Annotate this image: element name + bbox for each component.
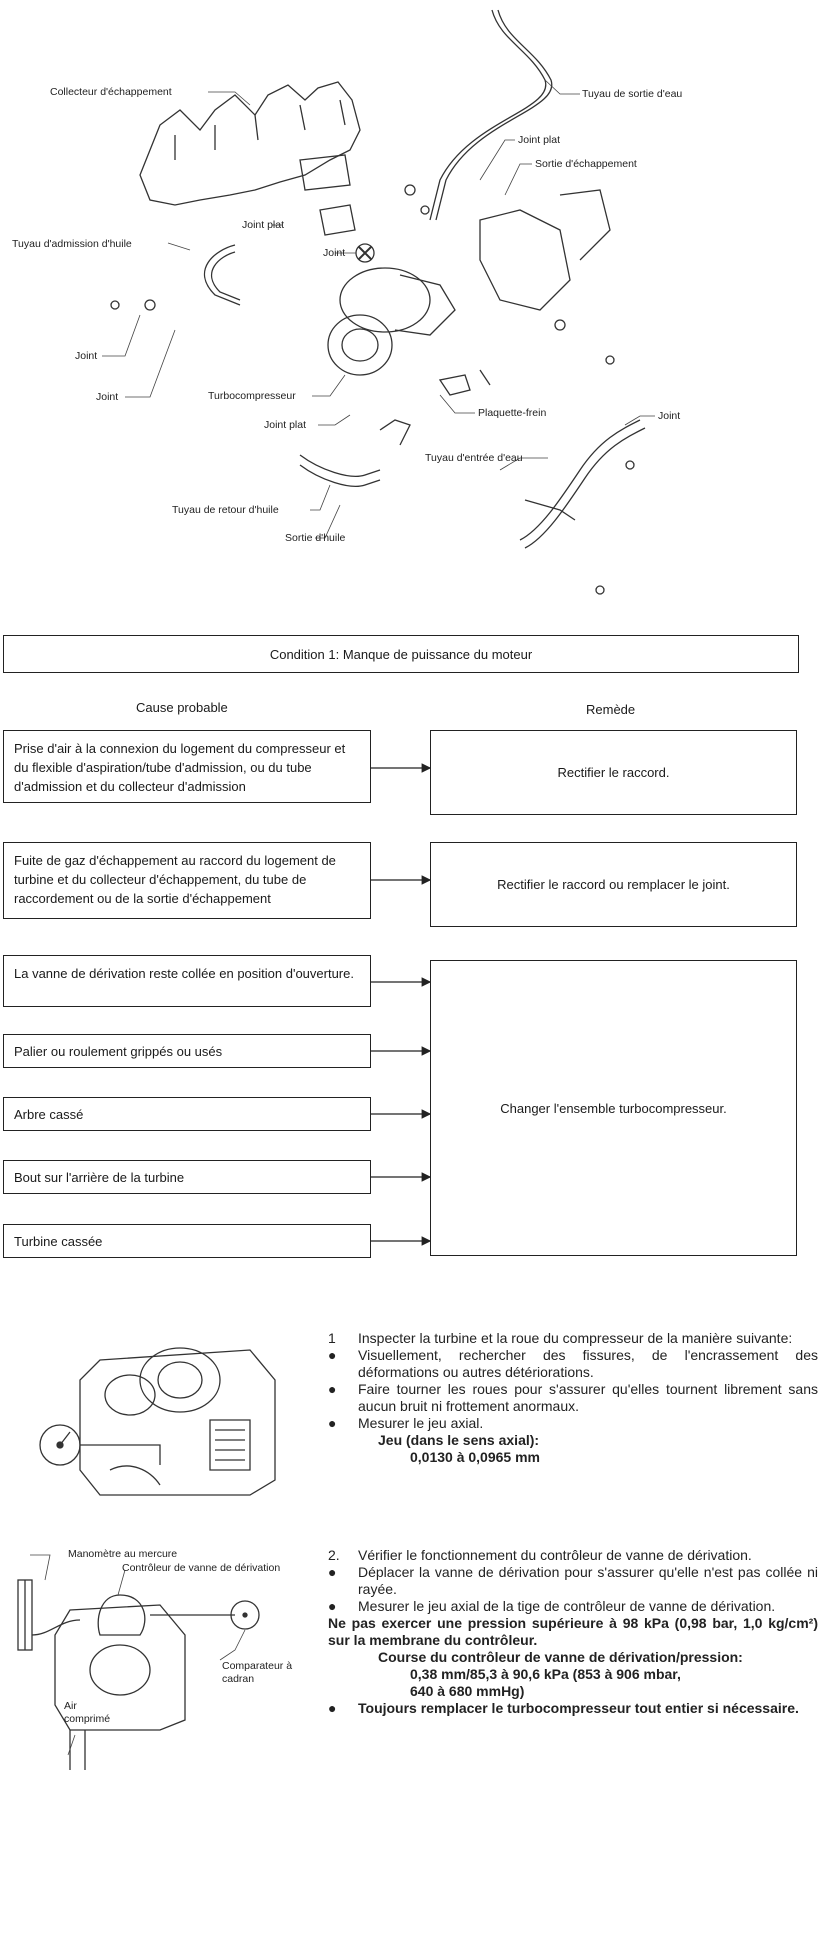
turbine-inspection-drawing — [10, 1320, 310, 1500]
bullet-icon: ● — [328, 1415, 337, 1431]
bullet-icon: ● — [328, 1347, 337, 1363]
step-1-bullet-2: Faire tourner les roues pour s'assurer qu'elles tournent librement sans aucun bruit ni frottement anormaux. — [358, 1381, 818, 1414]
cause-box-7: Turbine cassée — [3, 1224, 371, 1258]
label-plaquette-frein: Plaquette-frein — [478, 407, 547, 419]
label-manometre: Manomètre au mercure — [68, 1548, 178, 1560]
step-2-bullet-1: Déplacer la vanne de dérivation pour s'assurer qu'elle n'est pas collée ni rayée. — [358, 1564, 818, 1597]
label-joint-right: Joint — [658, 410, 681, 422]
condition-title: Condition 1: Manque de puissance du moteur — [3, 635, 799, 673]
cause-box-1: Prise d'air à la connexion du logement du compresseur et du flexible d'aspiration/tube d'admission, ou du tube d'admission et du collecteur d'admission — [3, 730, 371, 803]
step-2 — [328, 1547, 818, 1717]
remedy-box-2: Rectifier le raccord ou remplacer le joint. — [430, 842, 797, 927]
cause-box-6: Bout sur l'arrière de la turbine — [3, 1160, 371, 1194]
remedy-box-3: Changer l'ensemble turbocompresseur. — [430, 960, 797, 1256]
label-sortie-echappement: Sortie d'échappement — [535, 158, 637, 170]
step-2-last-bullet: Toujours remplacer le turbocompresseur tout entier si nécessaire. — [358, 1700, 799, 1716]
label-tuyau-sortie-eau: Tuyau de sortie d'eau — [582, 88, 683, 100]
label-tuyau-admission-huile: Tuyau d'admission d'huile — [12, 238, 132, 250]
cause-box-5: Arbre cassé — [3, 1097, 371, 1131]
step-2-course-line-1: 0,38 mm/85,3 à 90,6 kPa (853 à 906 mbar, — [410, 1666, 681, 1682]
label-joint-plat-1: Joint plat — [518, 134, 561, 146]
step-1-bullet-3: Mesurer le jeu axial. — [358, 1415, 484, 1431]
step-1-intro: Inspecter la turbine et la roue du compresseur de la manière suivante: — [358, 1330, 793, 1346]
bullet-icon: ● — [328, 1700, 337, 1716]
label-joint-plat-3: Joint plat — [264, 419, 307, 431]
column-header-cause: Cause probable — [136, 700, 228, 715]
step-1-spec-value: 0,0130 à 0,0965 mm — [410, 1449, 540, 1465]
label-air: Air comprimé — [64, 1700, 111, 1725]
step-1-number: 1 — [328, 1330, 336, 1346]
label-collecteur: Collecteur d'échappement — [50, 86, 172, 98]
step-1-spec-label: Jeu (dans le sens axial): — [378, 1432, 540, 1448]
label-tuyau-entree-eau: Tuyau d'entrée d'eau — [425, 452, 523, 464]
remedy-box-1: Rectifier le raccord. — [430, 730, 797, 815]
bullet-icon: ● — [328, 1598, 337, 1614]
bullet-icon: ● — [328, 1564, 337, 1580]
label-sortie-huile: Sortie d'huile — [285, 532, 346, 544]
cause-box-4: Palier ou roulement grippés ou usés — [3, 1034, 371, 1068]
label-joint-plat-2: Joint plat — [242, 219, 285, 231]
cause-box-3: La vanne de dérivation reste collée en position d'ouverture. — [3, 955, 371, 1007]
step-2-number: 2. — [328, 1547, 340, 1563]
column-header-remede: Remède — [586, 702, 636, 717]
cause-box-2: Fuite de gaz d'échappement au raccord du logement de turbine et du collecteur d'échappement, du tube de raccordement ou de la sortie d'échappement — [3, 842, 371, 919]
step-2-bullet-2: Mesurer le jeu axial de la tige de contrôleur de vanne de dérivation. — [358, 1598, 776, 1614]
label-joint-x: Joint — [323, 247, 346, 259]
step-2-warning: Ne pas exercer une pression supérieure à 98 kPa (0,98 bar, 1,0 kg/cm²) sur la membrane du contrôleur. — [328, 1615, 818, 1648]
step-2-intro: Vérifier le fonctionnement du contrôleur de vanne de dérivation. — [358, 1547, 752, 1563]
bullet-icon: ● — [328, 1381, 337, 1397]
label-joint-left-2: Joint — [96, 391, 119, 403]
step-2-course-label: Course du contrôleur de vanne de dérivation/pression: — [378, 1649, 743, 1665]
label-turbocompresseur: Turbocompresseur — [208, 390, 296, 402]
step-1 — [328, 1330, 818, 1466]
step-1-bullet-1: Visuellement, rechercher des fissures, de l'encrassement des déformations ou autres détériorations. — [358, 1347, 818, 1380]
label-controleur: Contrôleur de vanne de dérivation — [122, 1562, 281, 1574]
label-comparateur: Comparateur à cadran — [222, 1660, 293, 1685]
step-2-course-line-2: 640 à 680 mmHg) — [410, 1683, 525, 1699]
label-tuyau-retour-huile: Tuyau de retour d'huile — [172, 504, 279, 516]
label-joint-left-1: Joint — [75, 350, 98, 362]
